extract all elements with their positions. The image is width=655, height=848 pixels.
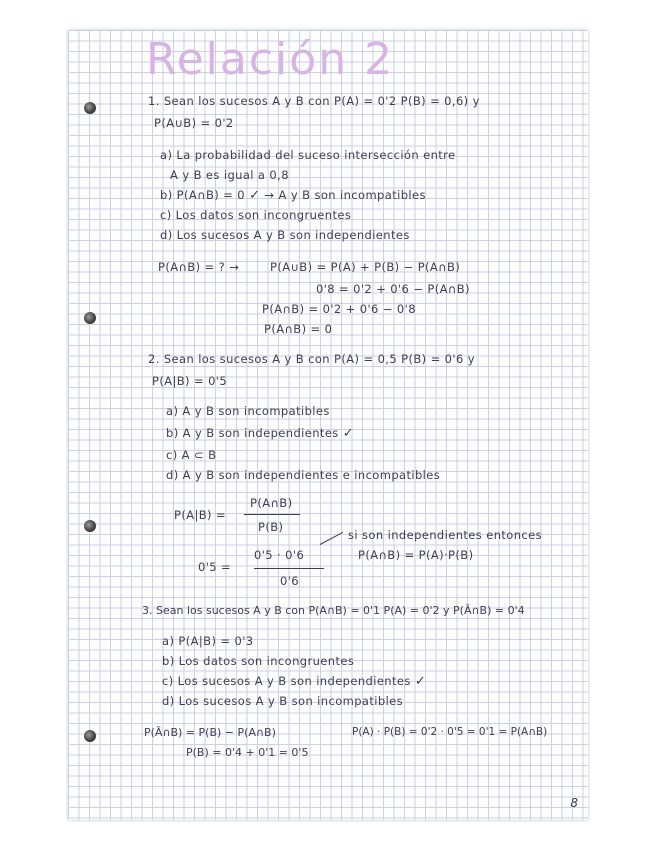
q1-option-a-2: A y B es igual a 0,8 — [170, 168, 289, 182]
q2-fraction-1-lhs: P(A|B) = — [174, 508, 227, 522]
q1-option-d: d) Los sucesos A y B son independientes — [160, 228, 410, 242]
q2-fraction-2-denominator: 0'6 — [280, 574, 299, 588]
page-number: 8 — [570, 796, 578, 810]
check-icon: ✓ — [342, 426, 355, 441]
q2-option-b-text: b) A y B son independientes — [166, 426, 339, 440]
q3-option-a: a) P(A|B) = 0'3 — [162, 634, 254, 648]
fraction-bar — [244, 514, 300, 515]
q1-option-a: a) La probabilidad del suceso intersección entre — [160, 148, 456, 162]
q1-work-line-5: P(A∩B) = 0 — [264, 322, 333, 336]
q2-option-b — [166, 426, 354, 441]
q2-statement: 2. Sean los sucesos A y B con P(A) = 0,5 P(B) = 0'6 y — [148, 352, 475, 366]
q1-option-c: c) Los datos son incongruentes — [160, 208, 352, 222]
q2-note-2: P(A∩B) = P(A)·P(B) — [358, 548, 474, 562]
q3-work-line-1: P(Ā∩B) = P(B) − P(A∩B) — [144, 726, 276, 739]
q1-work-line-1: P(A∩B) = ? → — [158, 260, 240, 274]
q2-fraction-1-denominator: P(B) — [258, 520, 284, 534]
binder-hole — [84, 102, 96, 114]
q2-option-a: a) A y B son incompatibles — [166, 404, 330, 418]
q1-work-line-4: P(A∩B) = 0'2 + 0'6 − 0'8 — [262, 302, 416, 316]
q2-statement-2: P(A|B) = 0'5 — [152, 374, 228, 388]
q2-note-1: si son independientes entonces — [348, 528, 543, 542]
q1-option-b-note: → A y B son incompatibles — [264, 188, 426, 202]
check-icon: ✓ — [249, 188, 261, 203]
q3-option-d: d) Los sucesos A y B son incompatibles — [162, 694, 404, 708]
q3-option-c-text: c) Los sucesos A y B son independientes — [162, 674, 411, 688]
q2-option-d: d) A y B son independientes e incompatibles — [166, 468, 441, 482]
q2-fraction-1-numerator: P(A∩B) — [250, 496, 293, 510]
q3-option-c — [162, 674, 426, 689]
q1-statement: 1. Sean los sucesos A y B con P(A) = 0'2 P(B) = 0,6) y — [148, 94, 480, 108]
arrow-icon — [320, 532, 343, 545]
q2-option-c: c) A ⊂ B — [166, 448, 217, 462]
q3-work-line-2: P(B) = 0'4 + 0'1 = 0'5 — [186, 746, 309, 759]
check-icon: ✓ — [414, 674, 427, 689]
binder-hole — [84, 312, 96, 324]
q3-option-b: b) Los datos son incongruentes — [162, 654, 355, 668]
q2-fraction-2-lhs: 0'5 = — [198, 560, 232, 574]
binder-hole — [84, 520, 96, 532]
q2-fraction-2-numerator: 0'5 · 0'6 — [254, 548, 305, 562]
fraction-bar — [254, 568, 324, 569]
q1-option-b-text: b) P(A∩B) = 0 — [160, 188, 245, 202]
notebook-page — [68, 30, 588, 820]
page-title: Relación 2 — [146, 34, 395, 85]
binder-hole — [84, 730, 96, 742]
q3-statement: 3. Sean los sucesos A y B con P(A∩B) = 0'1 P(A) = 0'2 y P(Ā∩B) = 0'4 — [142, 604, 525, 617]
q1-work-line-3: 0'8 = 0'2 + 0'6 − P(A∩B) — [316, 282, 470, 296]
q1-work-line-2: P(A∪B) = P(A) + P(B) − P(A∩B) — [270, 260, 461, 274]
q1-statement-2: P(A∪B) = 0'2 — [154, 116, 234, 130]
q1-option-b — [160, 188, 426, 203]
q3-work-line-3: P(A) · P(B) = 0'2 · 0'5 = 0'1 = P(A∩B) — [352, 726, 548, 738]
